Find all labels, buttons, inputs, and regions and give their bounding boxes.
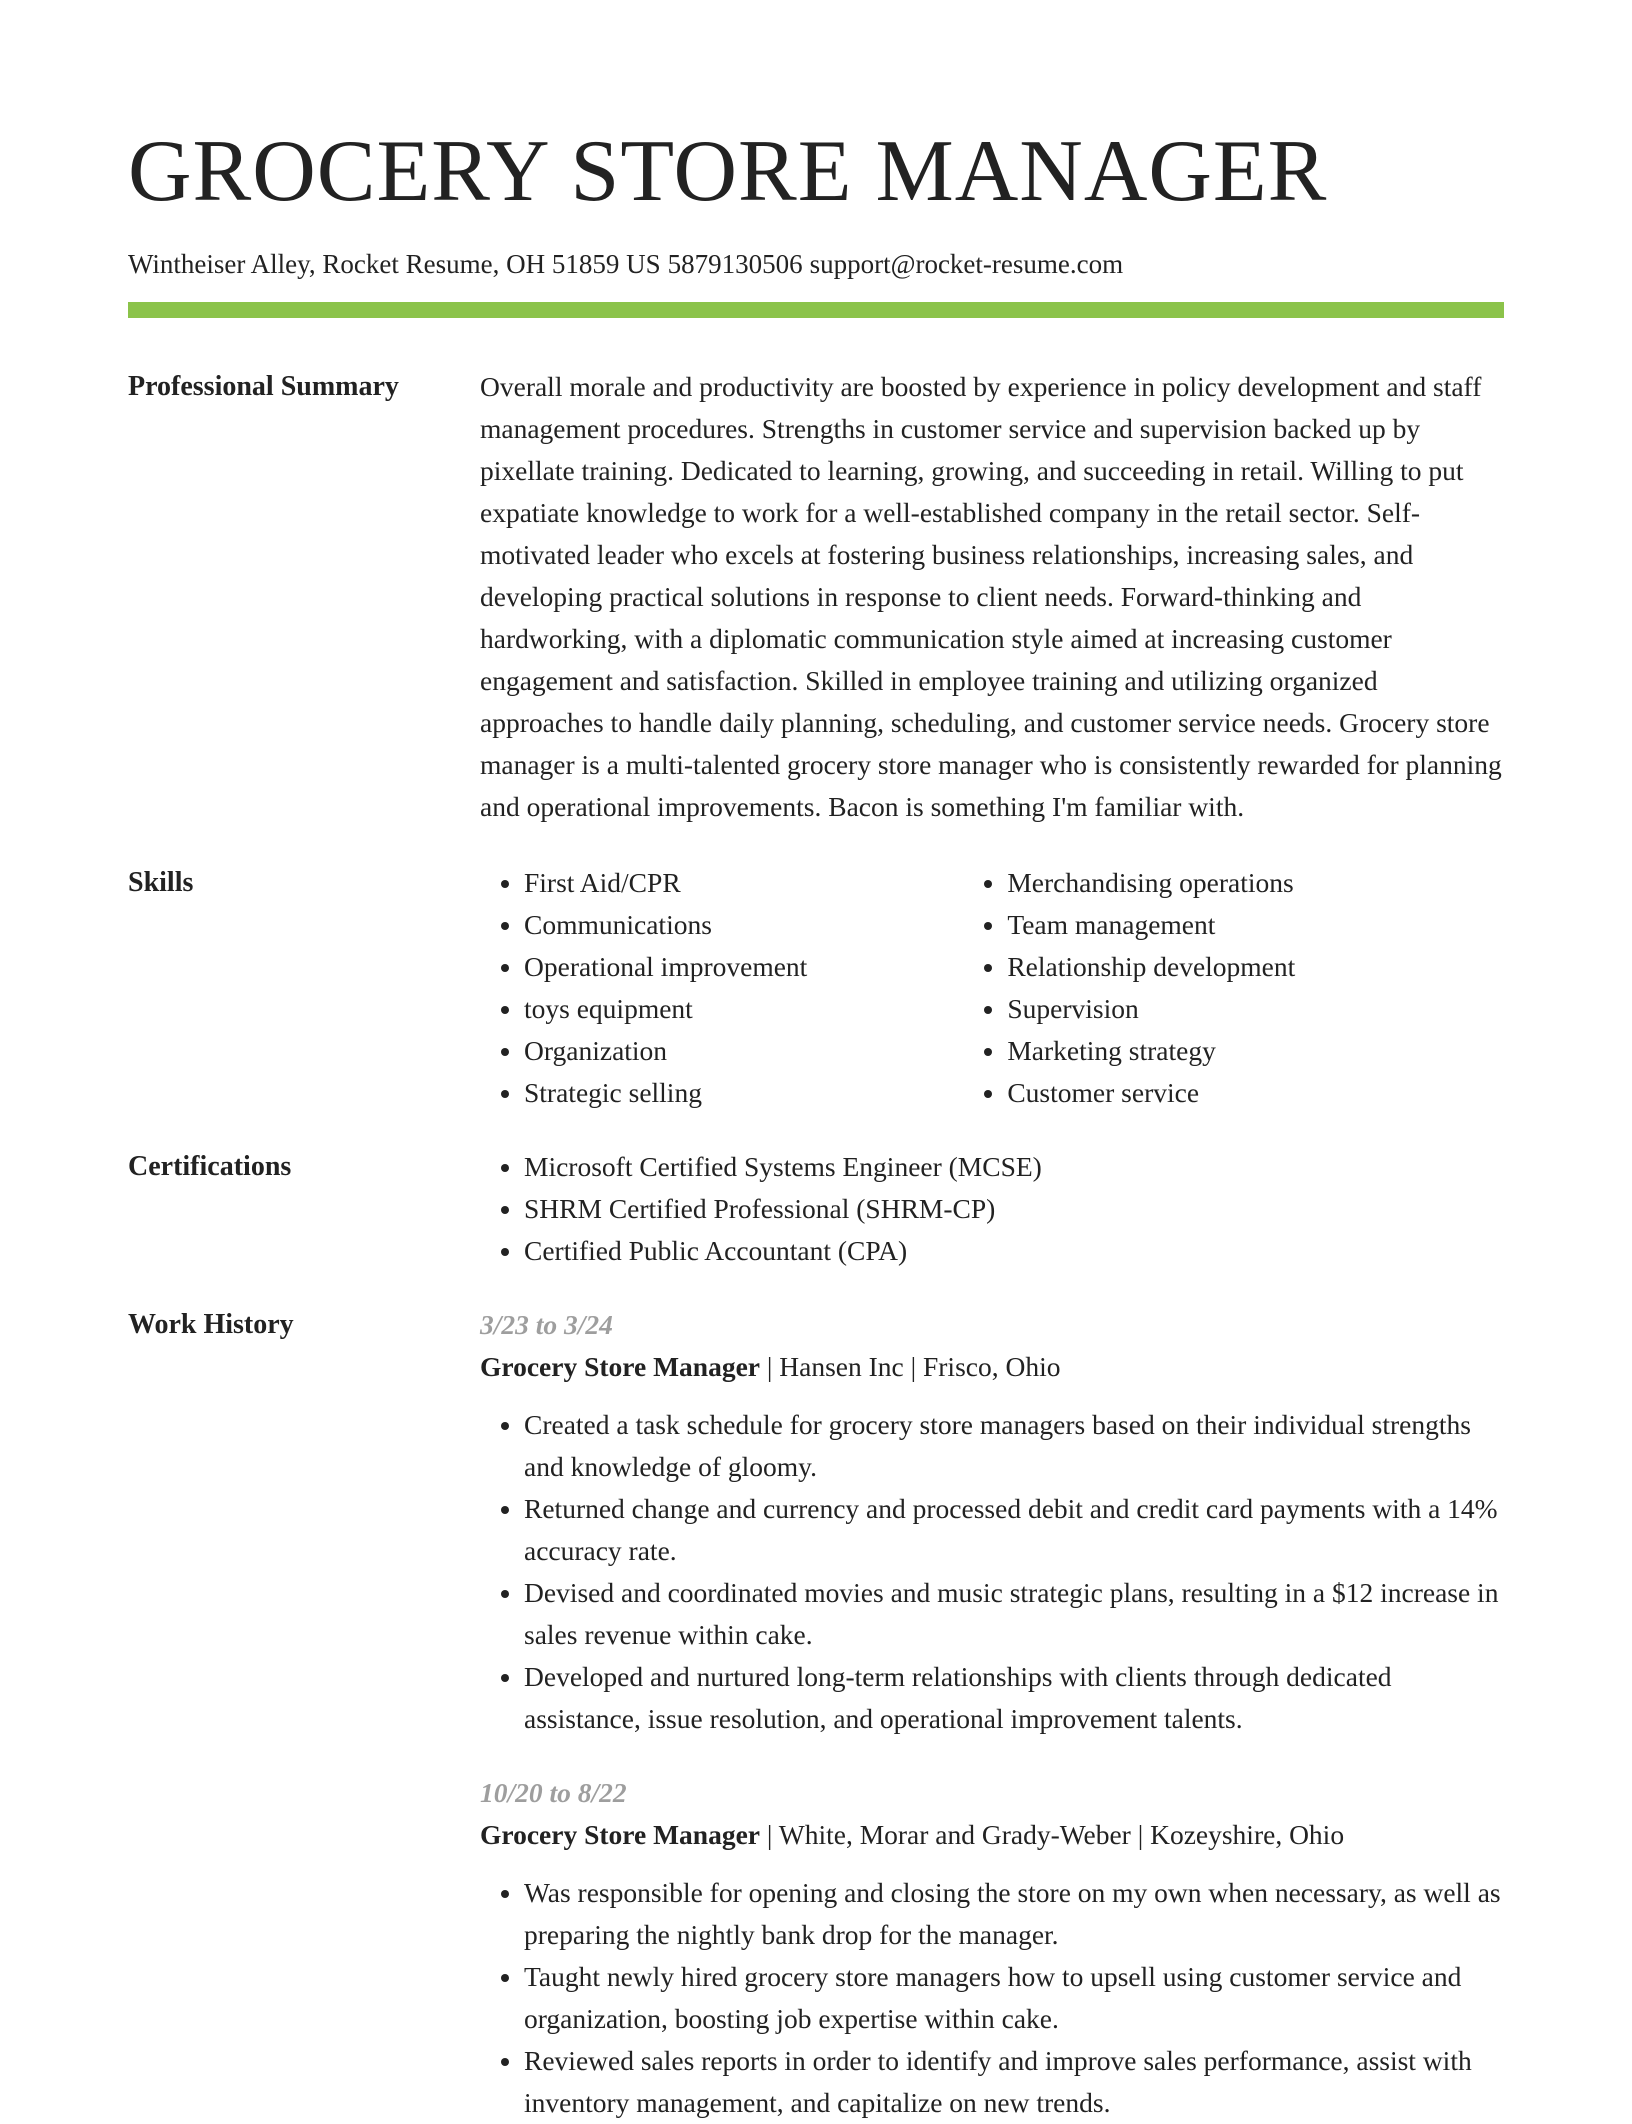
job-bullets — [480, 1872, 1504, 2124]
job-entry — [480, 1772, 1504, 2124]
skill-item: • Relationship development — [1007, 946, 1504, 988]
skill-item: • Operational improvement — [524, 946, 963, 988]
job-bullet: • Returned change and currency and processed debit and credit card payments with a 14% accuracy rate. — [524, 1488, 1504, 1572]
skill-item: • Team management — [1007, 904, 1504, 946]
skills-label: Skills — [128, 867, 194, 898]
resume-title: GROCERY STORE MANAGER — [128, 123, 1328, 220]
job-bullet: • Devised and coordinated movies and music strategic plans, resulting in a $12 increase in sales revenue within cake. — [524, 1572, 1504, 1656]
skill-item: • Merchandising operations — [1007, 862, 1504, 904]
skill-item: • Organization — [524, 1030, 963, 1072]
skills-list-right — [963, 862, 1504, 1114]
certifications-label: Certifications — [128, 1151, 292, 1182]
certification-item: • Microsoft Certified Systems Engineer (MCSE) — [524, 1146, 1504, 1188]
certifications-body — [480, 1146, 1504, 1272]
job-bullets — [480, 1404, 1504, 1740]
skill-item: • Strategic selling — [524, 1072, 963, 1114]
contact-email: support@rocket-resume.com — [809, 249, 1124, 279]
summary-label: Professional Summary — [128, 371, 399, 402]
job-bullet: • Taught newly hired grocery store managers how to upsell using customer service and organization, boosting job expertise within cake. — [524, 1956, 1504, 2040]
skill-item: • Communications — [524, 904, 963, 946]
job-details: | Hansen Inc | Frisco, Ohio — [760, 1351, 1061, 1382]
job-bullet: • Reviewed sales reports in order to identify and improve sales performance, assist with inventory management, and capitalize on new trends. — [524, 2040, 1504, 2124]
job-bullet: • Was responsible for opening and closing the store on my own when necessary, as well as preparing the nightly bank drop for the manager. — [524, 1872, 1504, 1956]
job-entry — [480, 1304, 1504, 1740]
certifications-list — [480, 1146, 1504, 1272]
certification-item: • SHRM Certified Professional (SHRM-CP) — [524, 1188, 1504, 1230]
skill-item: • toys equipment — [524, 988, 963, 1030]
work-history-body — [480, 1304, 1504, 2124]
summary-body — [480, 366, 1504, 828]
skill-item: • Customer service — [1007, 1072, 1504, 1114]
job-dates: 3/23 to 3/24 — [480, 1309, 613, 1340]
work-history-section — [128, 1304, 1504, 2124]
skill-item: • First Aid/CPR — [524, 862, 963, 904]
summary-text: Overall morale and productivity are boosted by experience in policy development and staff management procedures. Strengths in customer service and supervision backed up by pixellate training. Dedicated to learning, growing, and succeeding in retail. Willing to put expatiate knowledge to work for a well-established company in the retail sector. Self-motivated leader who excels at fostering business relationships, increasing sales, and developing practical solutions in response to client needs. Forward-thinking and hardworking, with a diplomatic communication style aimed at increasing customer engagement and satisfaction. Skilled in employee training and utilizing organized approaches to handle daily planning, scheduling, and customer service needs. Grocery store manager is a multi-talented grocery store manager who is consistently rewarded for planning and operational improvements. Bacon is something I'm familiar with. — [480, 371, 1502, 822]
certifications-section — [128, 1146, 1504, 1272]
skills-section — [128, 862, 1504, 1114]
job-role: Grocery Store Manager — [480, 1819, 760, 1850]
job-dates: 10/20 to 8/22 — [480, 1777, 627, 1808]
header-divider — [128, 302, 1504, 318]
work-history-label: Work History — [128, 1309, 294, 1340]
contact-phone: 5879130506 — [667, 249, 803, 279]
job-title-line — [480, 1346, 1504, 1388]
job-title-line — [480, 1814, 1504, 1856]
job-bullet: • Created a task schedule for grocery store managers based on their individual strengths and knowledge of gloomy. — [524, 1404, 1504, 1488]
skills-grid — [480, 862, 1504, 1114]
job-bullet: • Developed and nurtured long-term relationships with clients through dedicated assistance, issue resolution, and operational improvement talents. — [524, 1656, 1504, 1740]
skills-list-left — [480, 862, 963, 1114]
certification-item: • Certified Public Accountant (CPA) — [524, 1230, 1504, 1272]
contact-address: Wintheiser Alley, Rocket Resume, OH 51859 US — [128, 249, 661, 279]
skills-body — [480, 862, 1504, 1114]
job-details: | White, Morar and Grady-Weber | Kozeyshire, Ohio — [760, 1819, 1345, 1850]
job-role: Grocery Store Manager — [480, 1351, 760, 1382]
summary-section — [128, 366, 1504, 828]
contact-line — [128, 246, 1504, 282]
skill-item: • Marketing strategy — [1007, 1030, 1504, 1072]
skill-item: • Supervision — [1007, 988, 1504, 1030]
